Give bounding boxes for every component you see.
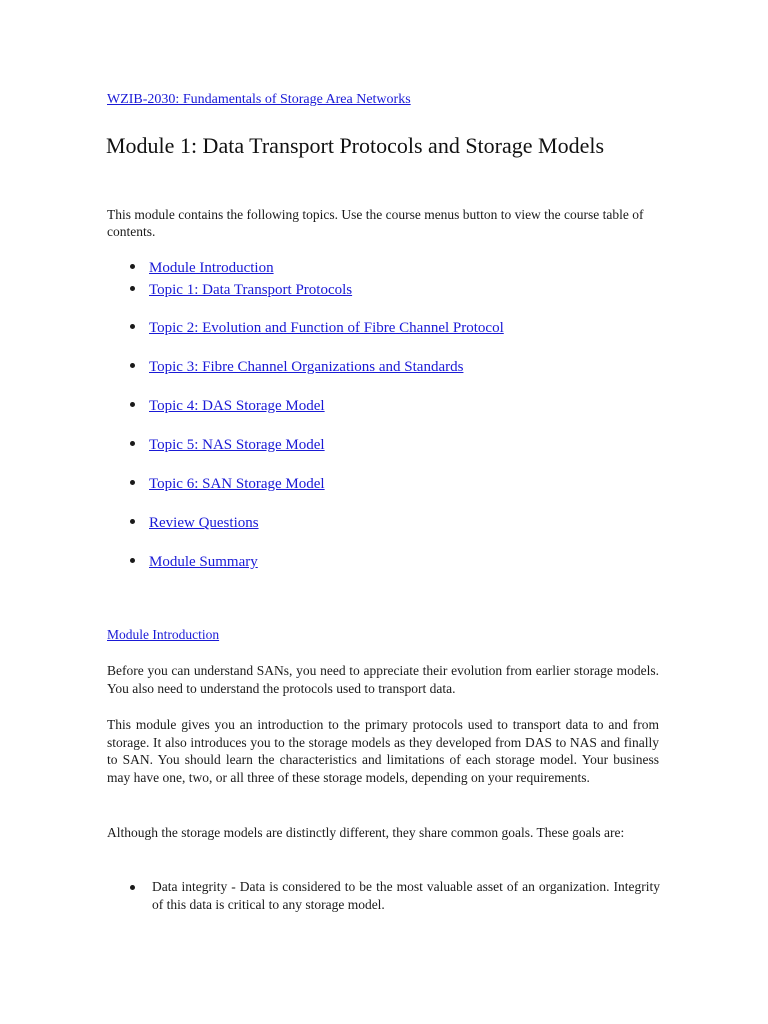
- list-item: [130, 358, 463, 376]
- body-paragraph: This module gives you an introduction to the primary protocols used to transport data to and from storage. It also introduces you to the storage models as they developed from DAS to NAS and finally to SAN. You should learn the characteristics and limitations of each storage model. Your business may have one, two, or all three of these storage models, depending on your requirements.: [107, 717, 659, 785]
- bullet-icon: [130, 519, 135, 524]
- bullet-icon: [130, 363, 135, 368]
- list-item: [130, 281, 352, 299]
- topic-link-4[interactable]: Topic 4: DAS Storage Model: [149, 398, 325, 414]
- course-link[interactable]: WZIB-2030: Fundamentals of Storage Area Networks: [107, 92, 411, 107]
- topic-link-1[interactable]: Topic 1: Data Transport Protocols: [149, 282, 353, 298]
- bullet-icon: [130, 441, 135, 446]
- list-item: [130, 475, 325, 493]
- module-title: Module 1: Data Transport Protocols and Storage Models: [106, 133, 605, 158]
- topic-link-6[interactable]: Topic 6: SAN Storage Model: [149, 476, 325, 492]
- topic-link-3[interactable]: Topic 3: Fibre Channel Organizations and Standards: [149, 359, 464, 375]
- topic-link-review-questions[interactable]: Review Questions: [149, 515, 259, 531]
- bullet-icon: [130, 324, 135, 329]
- list-item: [130, 553, 258, 571]
- topic-link-5[interactable]: Topic 5: NAS Storage Model: [149, 437, 325, 453]
- list-item: [130, 259, 274, 277]
- bullet-icon: [130, 885, 135, 890]
- topic-link-module-summary[interactable]: Module Summary: [149, 554, 258, 570]
- topic-link-2[interactable]: Topic 2: Evolution and Function of Fibre Channel Protocol: [149, 320, 504, 336]
- list-item: [130, 436, 325, 454]
- bullet-icon: [130, 264, 135, 269]
- goal-list-item: [130, 878, 660, 913]
- list-item: [130, 397, 325, 415]
- list-item: [130, 319, 504, 337]
- bullet-icon: [130, 402, 135, 407]
- bullet-icon: [130, 558, 135, 563]
- bullet-icon: [130, 480, 135, 485]
- body-paragraph: Although the storage models are distinctly different, they share common goals. These goals are:: [107, 825, 625, 840]
- body-paragraph: Before you can understand SANs, you need to appreciate their evolution from earlier storage models. You also need to understand the protocols used to transport data.: [107, 663, 659, 696]
- section-heading-link[interactable]: Module Introduction: [107, 627, 220, 642]
- bullet-icon: [130, 286, 135, 291]
- goal-text: Data integrity - Data is considered to be the most valuable asset of an organization. Integrity of this data is critical to any storage model.: [152, 879, 660, 912]
- intro-paragraph: This module contains the following topics. Use the course menus button to view the course table of contents.: [107, 207, 644, 239]
- topic-link-module-introduction[interactable]: Module Introduction: [149, 260, 274, 276]
- list-item: [130, 514, 259, 532]
